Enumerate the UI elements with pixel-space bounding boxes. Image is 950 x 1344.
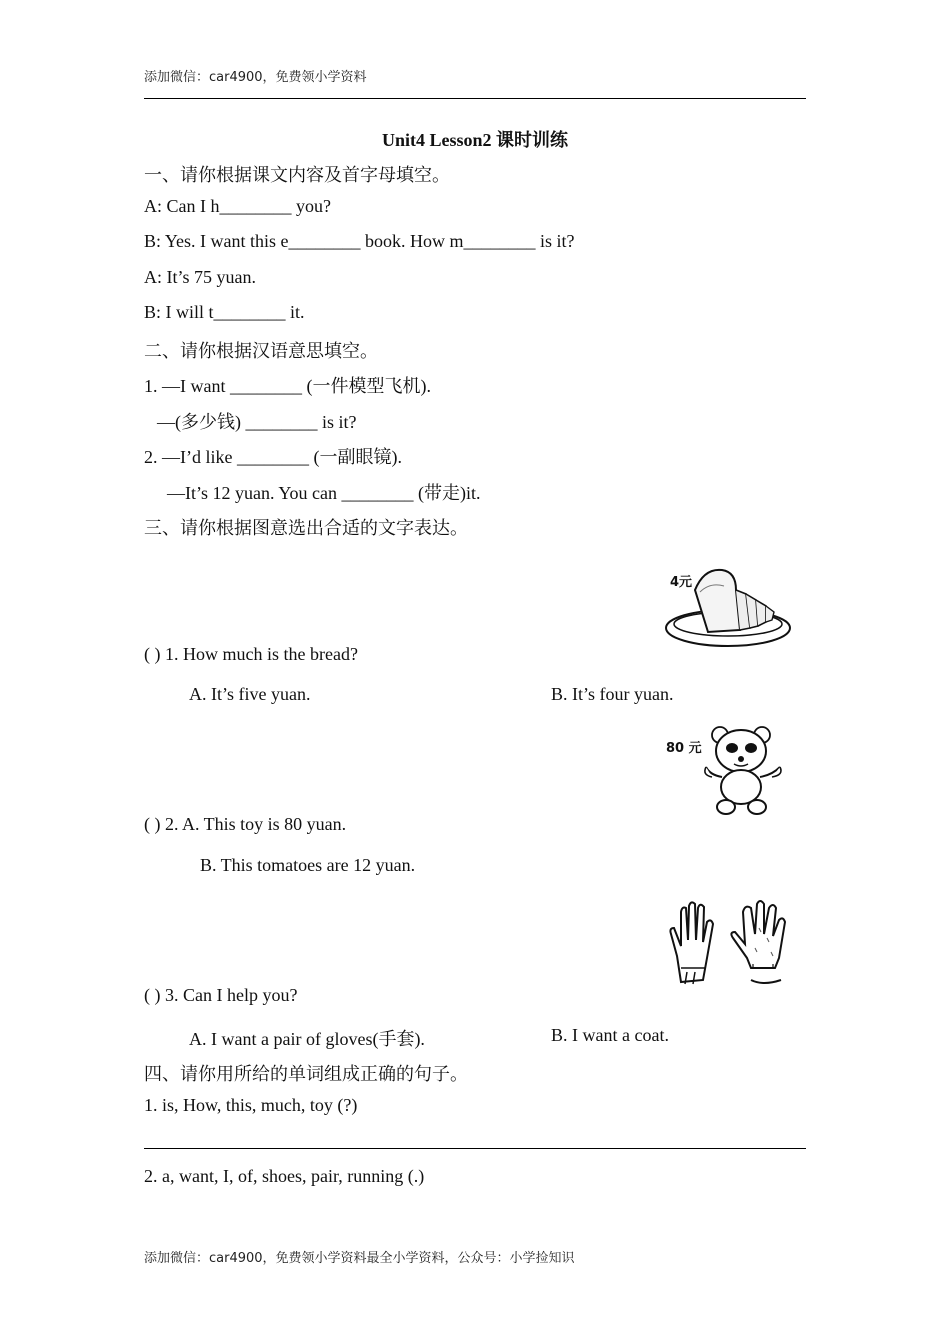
section4-q2: 2. a, want, I, of, shoes, pair, running (.): [144, 1166, 425, 1186]
section1-line-3: A: It’s 75 yuan.: [144, 267, 256, 287]
section2-line-4: —It’s 12 yuan. You can ________ (带走)it.: [167, 483, 481, 503]
bread-image: [660, 562, 795, 667]
page-footer: 添加微信：car4900，免费领小学资料最全小学资料，公众号：小学捡知识: [144, 1251, 575, 1266]
answer-line-1: [144, 1148, 806, 1149]
toy-price-tag: 80 元: [666, 741, 702, 756]
q2-question: ( ) 2. A. This toy is 80 yuan.: [144, 814, 347, 834]
q1-question: ( ) 1. How much is the bread?: [144, 644, 358, 664]
section4-q1: 1. is, How, this, much, toy (?): [144, 1095, 358, 1115]
q3-option-b: B. I want a coat.: [551, 1025, 669, 1045]
q3-question: ( ) 3. Can I help you?: [144, 985, 298, 1005]
bread-price-tag: 4元: [670, 575, 693, 590]
q2-option-b: B. This tomatoes are 12 yuan.: [200, 855, 416, 875]
gloves-image: [663, 898, 793, 990]
section1-line-4: B: I will t________ it.: [144, 302, 305, 322]
panda-toy-image: [662, 723, 787, 818]
page-header: 添加微信：car4900，免费领小学资料: [144, 70, 367, 85]
q3-option-a: A. I want a pair of gloves(手套).: [189, 1029, 425, 1049]
section1-line-1: A: Can I h________ you?: [144, 196, 331, 216]
section1-line-2: B: Yes. I want this e________ book. How m________ is it?: [144, 231, 575, 251]
section4-heading: 四、请你用所给的单词组成正确的句子。: [144, 1064, 468, 1084]
section2-line-2: —(多少钱) ________ is it?: [157, 412, 357, 432]
section2-line-1: 1. —I want ________ (一件模型飞机).: [144, 376, 431, 396]
section2-heading: 二、请你根据汉语意思填空。: [144, 341, 378, 361]
section3-heading: 三、请你根据图意选出合适的文字表达。: [144, 518, 468, 538]
q1-option-a: A. It’s five yuan.: [189, 684, 311, 704]
page-title: Unit4 Lesson2 课时训练: [381, 130, 569, 150]
q1-option-b: B. It’s four yuan.: [551, 684, 674, 704]
header-rule: [144, 98, 806, 99]
section1-heading: 一、请你根据课文内容及首字母填空。: [144, 165, 450, 185]
section2-line-3: 2. —I’d like ________ (一副眼镜).: [144, 447, 402, 467]
